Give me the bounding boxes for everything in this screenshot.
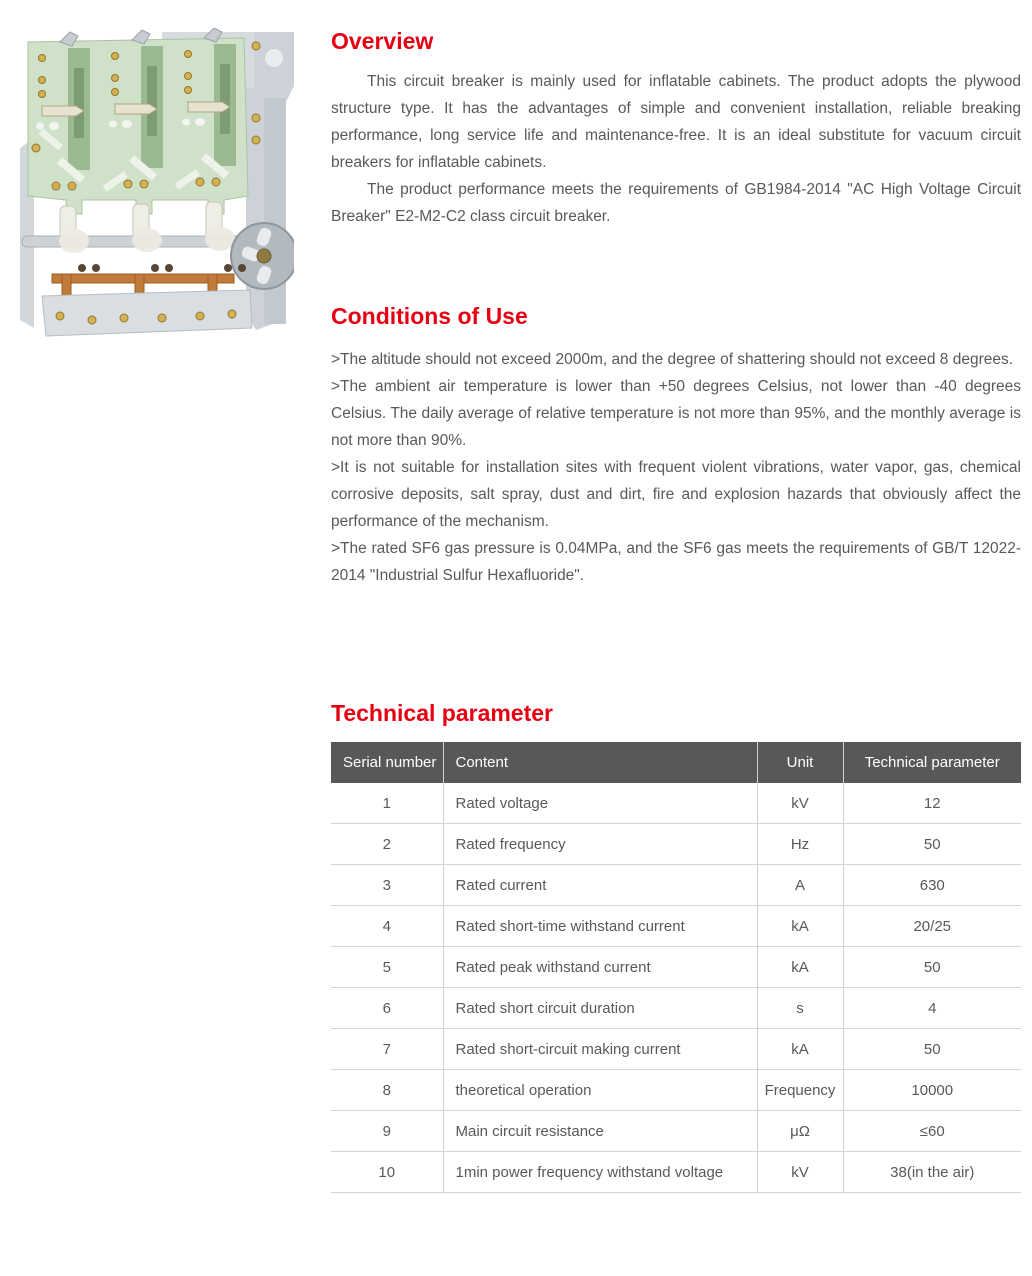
table-row [331, 824, 1021, 865]
table-row [331, 1111, 1021, 1152]
cell-serial: 3 [331, 865, 443, 906]
table-row [331, 1070, 1021, 1111]
table-row [331, 1029, 1021, 1070]
table-header-row [331, 742, 1021, 783]
cell-serial: 7 [331, 1029, 443, 1070]
overview-heading: Overview [331, 28, 434, 54]
col-header-unit: Unit [757, 742, 843, 783]
table-row [331, 783, 1021, 824]
cell-serial: 9 [331, 1111, 443, 1152]
cell-unit: kA [757, 1029, 843, 1070]
condition-item-2: >The ambient air temperature is lower than +50 degrees Celsius, not lower than -40 degrees Celsius. The daily average of relative temperature is not more than 95%, and the monthly average is not more than 90%. [331, 378, 1021, 450]
cell-unit: kA [757, 947, 843, 988]
cell-unit: Hz [757, 824, 843, 865]
cell-serial: 5 [331, 947, 443, 988]
cell-content: Rated short circuit duration [443, 988, 757, 1029]
cell-serial: 1 [331, 783, 443, 824]
cell-unit: s [757, 988, 843, 1029]
table-row [331, 865, 1021, 906]
cell-value: 10000 [843, 1070, 1021, 1111]
cell-value: 12 [843, 783, 1021, 824]
col-header-technical-parameter: Technical parameter [843, 742, 1021, 783]
cell-unit: kA [757, 906, 843, 947]
cell-content: Rated frequency [443, 824, 757, 865]
condition-item-4: >The rated SF6 gas pressure is 0.04MPa, and the SF6 gas meets the requirements of GB/T 12022-2014 "Industrial Sulfur Hexafluoride". [331, 540, 1021, 585]
cell-value: 50 [843, 947, 1021, 988]
cell-content: Rated short-time withstand current [443, 906, 757, 947]
condition-item-1: >The altitude should not exceed 2000m, and the degree of shattering should not exceed 8 degrees. [331, 351, 1014, 369]
cell-value: ≤60 [843, 1111, 1021, 1152]
circuit-breaker-illustration [12, 28, 294, 342]
cell-content: 1min power frequency withstand voltage [443, 1152, 757, 1193]
col-header-serial-number: Serial number [331, 742, 443, 783]
cell-unit: A [757, 865, 843, 906]
overview-paragraph-2: The product performance meets the requirements of GB1984-2014 "AC High Voltage Circuit Breaker" E2-M2-C2 class circuit breaker. [331, 181, 1021, 226]
overview-paragraph-1: This circuit breaker is mainly used for inflatable cabinets. The product adopts the plywood structure type. It has the advantages of simple and convenient installation, reliable breaking performance, long service life and maintenance-free. It is an ideal substitute for vacuum circuit breakers for inflatable cabinets. [331, 73, 1021, 172]
conditions-heading: Conditions of Use [331, 303, 528, 329]
table-row [331, 906, 1021, 947]
overview-section [331, 28, 1021, 230]
cell-content: Rated peak withstand current [443, 947, 757, 988]
cell-serial: 2 [331, 824, 443, 865]
table-row [331, 988, 1021, 1029]
cell-content: Rated voltage [443, 783, 757, 824]
cell-serial: 4 [331, 906, 443, 947]
cell-content: Main circuit resistance [443, 1111, 757, 1152]
cell-value: 20/25 [843, 906, 1021, 947]
conditions-section [331, 303, 1021, 589]
col-header-content: Content [443, 742, 757, 783]
cell-value: 630 [843, 865, 1021, 906]
cell-value: 38(in the air) [843, 1152, 1021, 1193]
cell-unit: kV [757, 1152, 843, 1193]
cell-unit: μΩ [757, 1111, 843, 1152]
cell-serial: 10 [331, 1152, 443, 1193]
technical-heading: Technical parameter [331, 700, 554, 726]
cell-value: 50 [843, 1029, 1021, 1070]
cell-content: Rated current [443, 865, 757, 906]
table-row [331, 1152, 1021, 1193]
table-row [331, 947, 1021, 988]
circuit-breaker-product-image [12, 28, 294, 342]
cell-value: 4 [843, 988, 1021, 1029]
condition-item-3: >It is not suitable for installation sites with frequent violent vibrations, water vapor, gas, chemical corrosive deposits, salt spray, dust and dirt, fire and explosion hazards that obviously affect the performance of the mechanism. [331, 459, 1021, 531]
cell-unit: kV [757, 783, 843, 824]
cell-value: 50 [843, 824, 1021, 865]
technical-parameter-table [331, 742, 1021, 1193]
technical-section [331, 700, 1021, 1193]
cell-content: Rated short-circuit making current [443, 1029, 757, 1070]
cell-unit: Frequency [757, 1070, 843, 1111]
cell-serial: 6 [331, 988, 443, 1029]
cell-content: theoretical operation [443, 1070, 757, 1111]
cell-serial: 8 [331, 1070, 443, 1111]
